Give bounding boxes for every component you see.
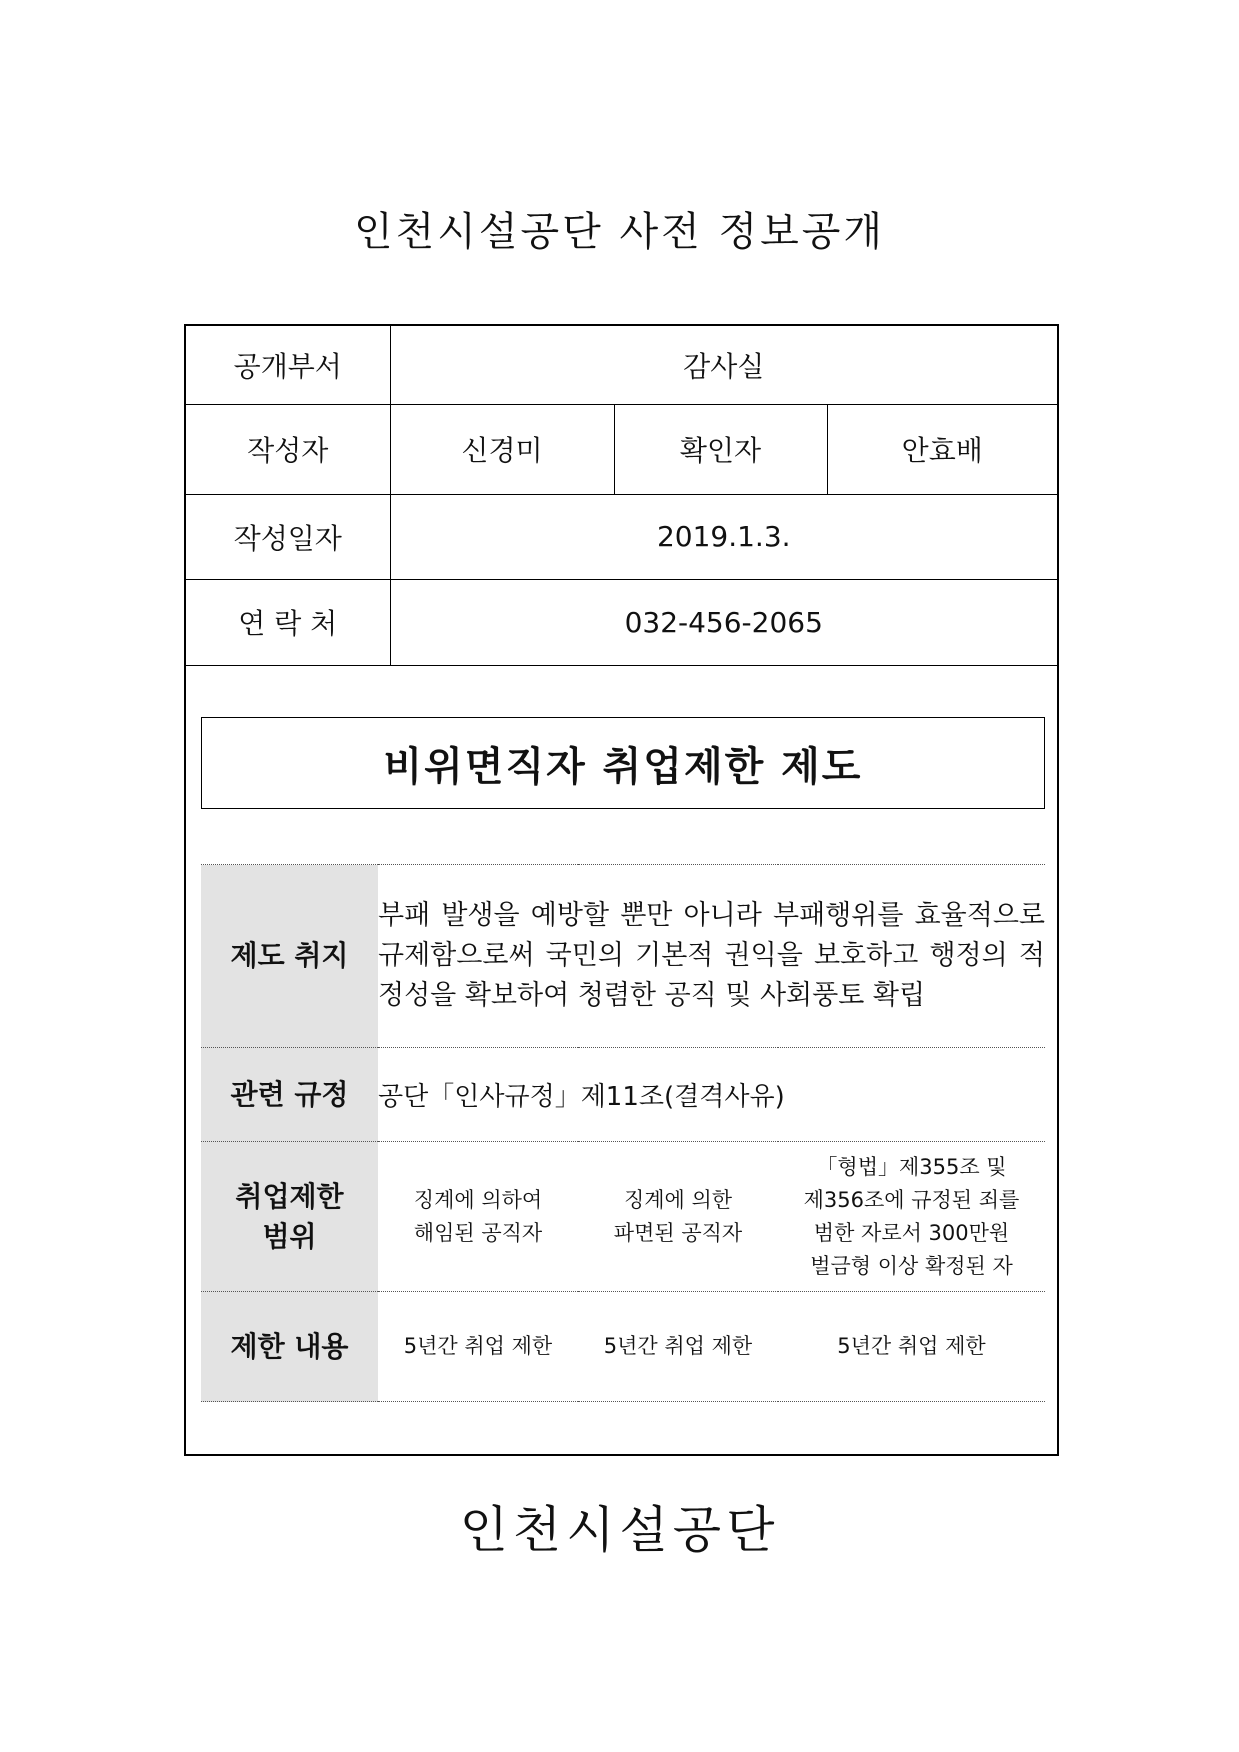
author-value: 신경미 (390, 404, 614, 494)
restriction-label: 제한 내용 (201, 1292, 378, 1402)
scope-label-line2: 범위 (262, 1219, 317, 1253)
scope-line: 징계에 의하여 (413, 1187, 543, 1212)
contact-value: 032-456-2065 (390, 579, 1057, 665)
scope-item-dismissed (378, 1142, 578, 1292)
date-label: 작성일자 (186, 494, 390, 579)
scope-row (201, 1142, 1045, 1292)
scope-line: 해임된 공직자 (413, 1220, 543, 1245)
checker-value: 안효배 (827, 404, 1057, 494)
date-value: 2019.1.3. (390, 494, 1057, 579)
dept-row (186, 326, 1057, 404)
scope-line: 징계에 의한 (623, 1187, 733, 1212)
restriction-item: 5년간 취업 제한 (778, 1292, 1045, 1402)
date-row (186, 494, 1057, 579)
scope-line: 제356조에 규정된 죄를 (803, 1187, 1020, 1212)
purpose-row (201, 865, 1045, 1048)
scope-line: 벌금형 이상 확정된 자 (810, 1253, 1013, 1278)
restriction-item: 5년간 취업 제한 (578, 1292, 778, 1402)
detail-table (201, 864, 1045, 1402)
scope-item-expelled (578, 1142, 778, 1292)
purpose-label: 제도 취지 (201, 865, 378, 1048)
dept-value: 감사실 (390, 326, 1057, 404)
info-table (186, 326, 1057, 666)
checker-label: 확인자 (614, 404, 827, 494)
contact-label: 연 락 처 (186, 579, 390, 665)
scope-line: 파면된 공직자 (613, 1220, 743, 1245)
scope-line: 범한 자로서 300만원 (813, 1220, 1010, 1245)
restriction-row (201, 1292, 1045, 1402)
organization-footer: 인천시설공단 (459, 1501, 780, 1559)
regulation-text: 공단「인사규정」제11조(결격사유) (378, 1048, 1045, 1142)
purpose-text: 부패 발생을 예방할 뿐만 아니라 부패행위를 효율적으로 규제함으로써 국민의 기본적 권익을 보호하고 행정의 적정성을 확보하여 청렴한 공직 및 사회풍토 확립 (378, 865, 1045, 1048)
scope-line: 「형법」제355조 및 (816, 1154, 1007, 1179)
author-row (186, 404, 1057, 494)
dept-label: 공개부서 (186, 326, 390, 404)
author-label: 작성자 (186, 404, 390, 494)
regulation-label: 관련 규정 (201, 1048, 378, 1142)
contact-row (186, 579, 1057, 665)
restriction-item: 5년간 취업 제한 (378, 1292, 578, 1402)
scope-label (201, 1142, 378, 1292)
disclosure-frame (184, 324, 1059, 1456)
document-title: 인천시설공단 사전 정보공개 (353, 209, 886, 255)
subject-title: 비위면직자 취업제한 제도 (201, 717, 1045, 809)
scope-label-line1: 취업제한 (235, 1179, 344, 1213)
scope-item-convicted (778, 1142, 1045, 1292)
regulation-row (201, 1048, 1045, 1142)
